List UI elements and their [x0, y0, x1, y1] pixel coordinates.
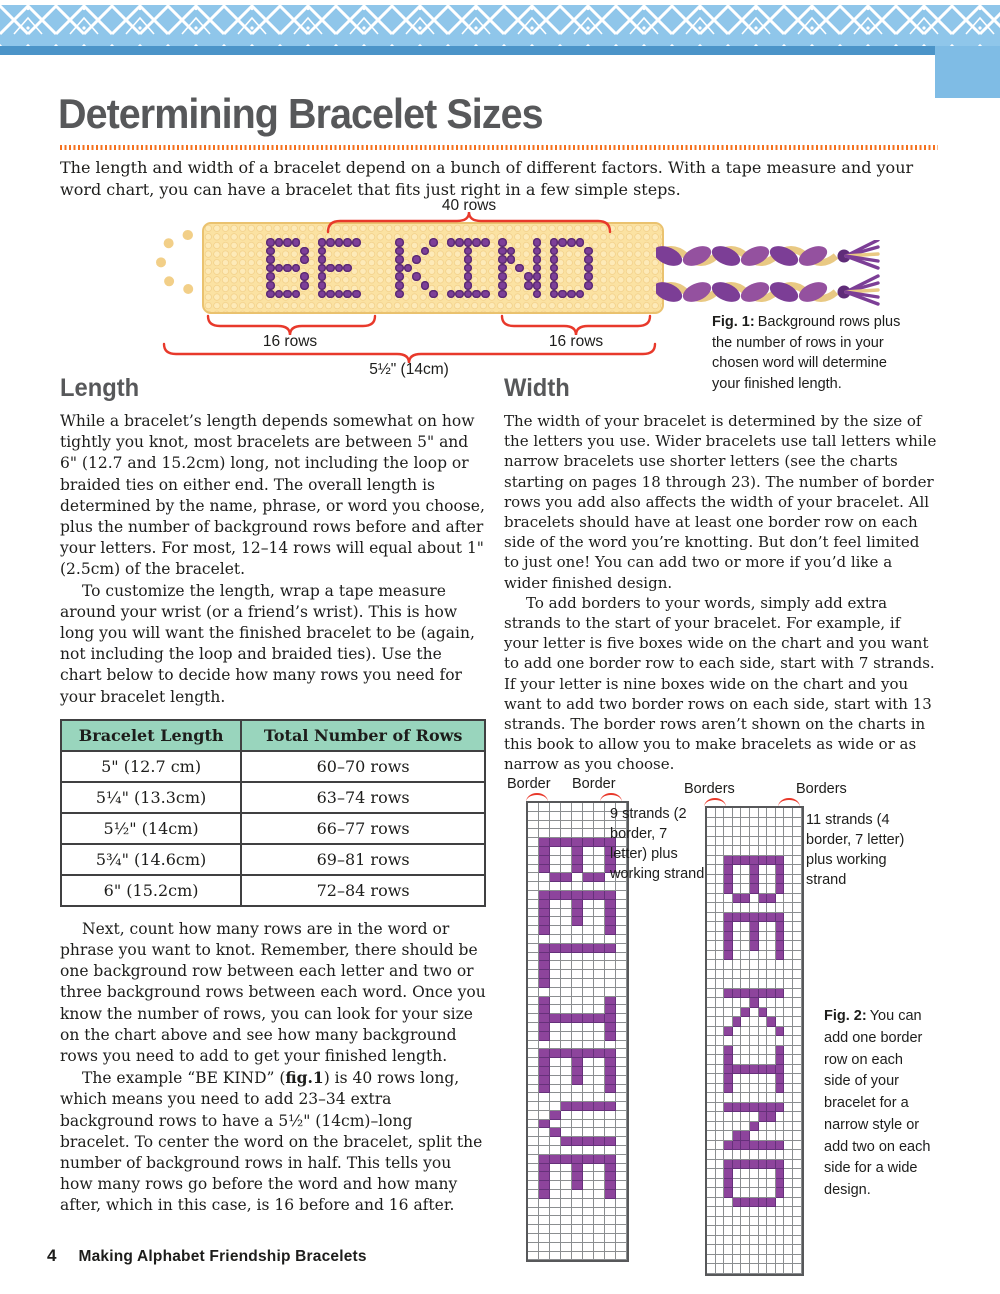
table-header-cell: Bracelet Length: [61, 720, 241, 751]
table-row: 5½" (14cm) 66–77 rows: [61, 813, 485, 844]
page-number: 4: [47, 1246, 57, 1265]
length-paragraph-1: While a bracelet’s length depends somewhat on how tightly you knot, most bracelets are between 5" and 6" (12.7 and 15.2cm) long, not including the loop or braided ties on either end. The overall length is determined by the name, phrase, or word you choose, plus the number of background rows before and after your letters. For most, 12–14 rows will equal about 1" (2.5cm) of the bracelet.: [60, 412, 485, 579]
border-label-left-2: Border: [572, 776, 616, 792]
border-label-right-1: Borders: [684, 781, 735, 797]
decorative-zigzag-band: [0, 0, 1000, 100]
width-heading: Width: [504, 374, 570, 402]
annotation-16-rows-right: 16 rows: [548, 333, 604, 350]
length-section: [60, 374, 486, 1217]
bracelet-size-table: [60, 719, 486, 907]
length-paragraph-2: To customize the length, wrap a tape measure around your wrist (or a friend’s wrist). This is how long you will want the finished bracelet to be (again, not including the loop and braided ties). Use the chart below to decide how many rows you need for your bracelet length.: [60, 581, 475, 706]
figure-1-bracelet-illustration: [150, 194, 901, 394]
braided-ties: [656, 240, 892, 310]
annotation-40-rows: 40 rows: [441, 197, 497, 214]
figure-1-caption-label: Fig. 1:: [712, 314, 755, 330]
table-row: 5¼" (13.3cm) 63–74 rows: [61, 782, 485, 813]
length-heading: Length: [60, 374, 140, 402]
table-row: 6" (15.2cm) 72–84 rows: [61, 875, 485, 906]
book-title: Making Alphabet Friendship Bracelets: [78, 1248, 367, 1265]
table-row: 5¾" (14.6cm) 69–81 rows: [61, 844, 485, 875]
page-edge-tab: [935, 46, 1000, 98]
strand-annotation-wide: 11 strands (4 border, 7 letter) plus working strand: [806, 812, 905, 888]
table-header-row: [61, 720, 485, 751]
page-title: Determining Bracelet Sizes: [58, 90, 543, 137]
size-table-body: [61, 751, 485, 906]
figure-2-caption-text: You can add one border row on each side of your bracelet for a narrow style or add two on each side for a wide design.: [824, 1008, 931, 1198]
annotation-16-rows-left: 16 rows: [262, 333, 318, 350]
table-header-cell: Total Number of Rows: [241, 720, 485, 751]
figure-1-caption-text: Background rows plus the number of rows in your chosen word will determine your finished length.: [712, 314, 901, 392]
bracelet-band: [202, 222, 664, 314]
width-section: [504, 374, 938, 775]
width-paragraph-1: The width of your bracelet is determined by the size of the letters you use. Wider bracelets use tall letters while narrow bracelets use shorter letters (see the charts starting on pages 18 through 23). The number of border rows you add also affects the width of your bracelet. All bracelets should have at least one border row on each side of the word you’re knotting. But don’t feel limited to just one! You can add two or more if you’d like a wider finished design.: [504, 412, 937, 592]
annotation-total-length: 5½" (14cm): [369, 361, 449, 378]
border-label-right-2: Borders: [796, 781, 847, 797]
table-row: 5" (12.7 cm) 60–70 rows: [61, 751, 485, 782]
length-paragraph-4: The example “BE KIND” (fig.1) is 40 rows long, which means you need to add 23–34 extra background rows to have a 5½" (14cm)–long bracelet. To center the word on the bracelet, split the number of background rows in half. This tells you how many rows go before the word and how many after, which in this case, is 16 before and 16 after.: [60, 1068, 483, 1215]
width-paragraph-2: To add borders to your words, simply add extra strands to the start of your bracelet. For example, if your letter is five boxes wide on the chart and you want to add one border row to each side, start with 7 strands. If your letter is nine boxes wide on the chart and you want to add two border rows on each side, start with 13 strands. The border rows aren’t shown on the charts in this book to allow you to make bracelets as wide or as narrow as you choose.: [504, 593, 935, 774]
orange-dotted-rule: [60, 145, 938, 150]
chart-grid-be-kind: [705, 806, 804, 1276]
page-footer: [47, 1246, 367, 1266]
border-label-left-1: Border: [507, 776, 551, 792]
figure-2-caption-label: Fig. 2:: [824, 1008, 867, 1024]
intro-paragraph: The length and width of a bracelet depend on a bunch of different factors. With a tape measure and your word chart, you can have a bracelet that fits just right in a few simple steps.: [60, 158, 914, 200]
length-paragraph-3: Next, count how many rows are in the word or phrase you want to knot. Remember, there should be one background row between each letter and two or three background rows between each word. Once you know the number of rows, you can look for your size on the chart above and see how many background rows you need to add to get your finished length.: [60, 919, 486, 1066]
figure-2-caption: [824, 1006, 932, 1202]
strand-annotation-narrow: 9 strands (2 border, 7 letter) plus working strand: [610, 806, 705, 882]
